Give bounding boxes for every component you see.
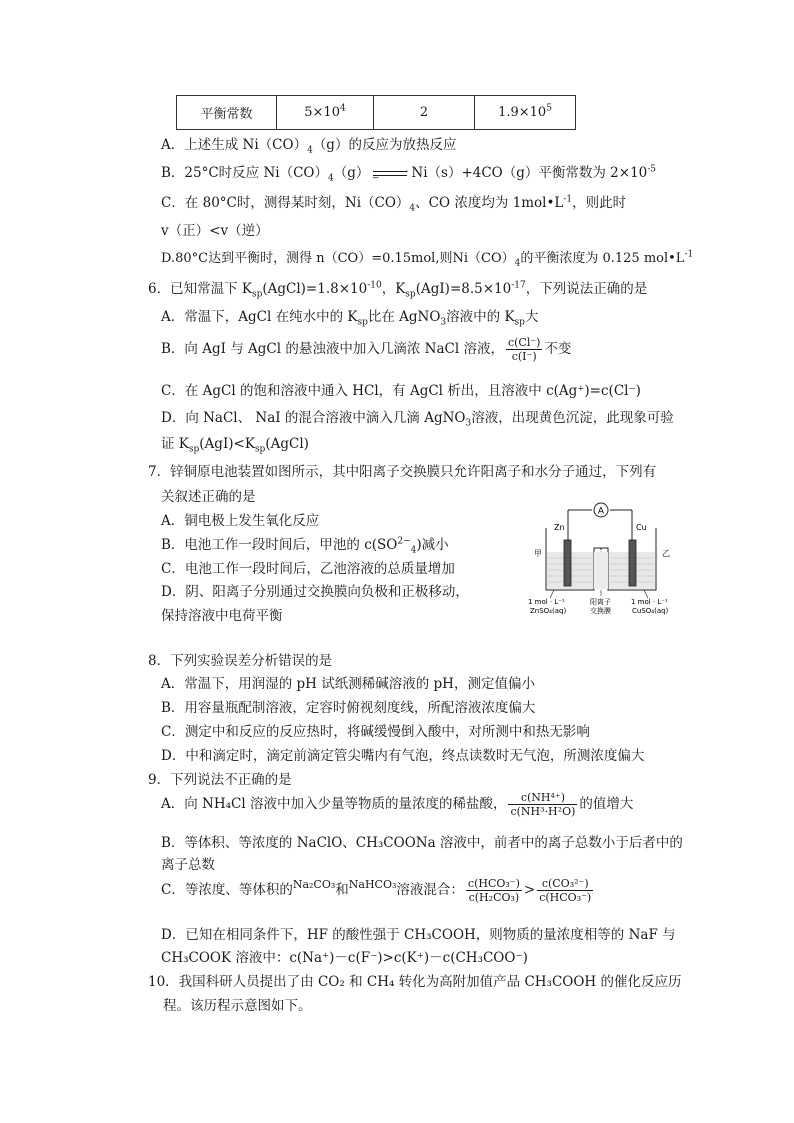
q5-option-b: B．25°C时反应 $Ni(CO)_4(g)$ ⇀ ↽ Ni（s）+4CO（g）平衡常数为 $2\times 10^{-5}$ [161, 164, 657, 184]
q9-option-d-cont: CH₃COOK 溶液中：c(Na⁺)－c(F⁻)>c(K⁺)－c(CH₃COO⁻) [161, 950, 528, 966]
q6-option-b: B．向 AgI 与 AgCl 的悬浊液中加入几滴浓 NaCl 溶液， $\frac{c(Cl^-)}{c(I^-)}$ 不变 [161, 336, 572, 363]
q8-option-a: A．常温下，用润湿的 pH 试纸测稀碱溶液的 pH，测定值偏小 [161, 676, 535, 692]
q7-stem: 7．锌铜原电池装置如图所示，其中阳离子交换膜只允许阳离子和水分子通过，下列有 [148, 464, 657, 480]
label-pointer [550, 590, 554, 598]
q8-stem: 8．下列实验误差分析错误的是 [148, 653, 333, 669]
q9-option-c: C．等浓度、等体积的$^{Na_2CO_3}$和$^{NaHCO_3}$溶液混合： $\frac{\text{c(HCO₃⁻)}}{\text{c(H₂CO₃)}}$ > $\frac{\text{c(CO₃²⁻)}}{\text{c(HCO₃⁻)}}$ [161, 877, 592, 904]
equilibrium-constant-table [176, 95, 576, 130]
membrane-solution [594, 552, 608, 589]
equilibrium-arrow-icon: ⇀ ↽ [372, 166, 409, 182]
q7-option-b: B．电池工作一段时间后，甲池的 $c(SO^{2-}_4)$减小 [161, 536, 449, 556]
q10-stem-cont: 程。该历程示意图如下。 [163, 998, 312, 1014]
q8-option-c: C．测定中和反应的反应热时，将碱缓慢倒入酸中，对所测中和热无影响 [161, 724, 590, 740]
q5-option-c-cont: v（正）<v（逆） [161, 223, 269, 239]
cu-label: Cu [636, 523, 647, 532]
table-value-cell: $1.9\times 10^5$ [475, 96, 576, 130]
q7-option-d-cont: 保持溶液中电荷平衡 [161, 608, 283, 624]
q6-option-c: C．在 AgCl 的饱和溶液中通入 HCl，有 AgCl 析出，且溶液中 c(Ag⁺)=c(Cl⁻) [161, 383, 641, 399]
galvanic-cell-diagram [524, 500, 674, 618]
q6-option-a: A．常温下，AgCl 在纯水中的 $K_{sp}$比在 AgNO$_3$溶液中的 $K_{sp}$大 [161, 309, 539, 328]
fraction: $\frac{\text{c(NH⁴⁺)}}{\text{c(NH³·H²O)}}$ [510, 791, 576, 818]
table-label-cell: 平衡常数 [177, 96, 277, 130]
q9-option-b-cont: 离子总数 [161, 857, 215, 873]
left-solution-label: ZnSO₄(aq) [530, 607, 567, 615]
right-solution-label: CuSO₄(aq) [632, 607, 669, 615]
left-concentration-label: 1 mol · L⁻¹ [528, 598, 565, 606]
membrane-label-1: 阳离子 [590, 598, 611, 606]
q7-option-c: C．电池工作一段时间后，乙池溶液的总质量增加 [161, 561, 455, 577]
q6-option-d: D．向 NaCl、 NaI 的混合溶液中滴入几滴 AgNO$_3$溶液，出现黄色沉淀，此现象可验 [161, 410, 674, 429]
yi-label: 乙 [662, 549, 670, 558]
membrane-label-2: 交换膜 [590, 607, 611, 615]
q9-option-d: D．已知在相同条件下，HF 的酸性强于 CH₃COOH，则物质的量浓度相等的 NaF 与 [161, 927, 676, 943]
q5-option-a: A．上述生成 $Ni(CO)_4(g)$的反应为放热反应 [161, 137, 457, 156]
q7-option-a: A．铜电极上发生氧化反应 [161, 513, 320, 529]
table-value-cell: 2 [374, 96, 475, 130]
q9-option-a: A．向 NH₄Cl 溶液中加入少量等物质的量浓度的稀盐酸， $\frac{\text{c(NH⁴⁺)}}{\text{c(NH³·H²O)}}$ 的值增大 [161, 791, 634, 818]
label-pointer [644, 590, 648, 598]
copper-electrode [629, 540, 636, 586]
fraction: $\frac{\text{c(HCO₃⁻)}}{\text{c(H₂CO₃)}}$ [467, 877, 520, 904]
table-value-cell: $5\times 10^4$ [277, 96, 374, 130]
q7-option-d: D．阴、阳离子分别通过交换膜向负极和正极移动， [161, 584, 469, 600]
q6-option-d-cont: 证 $K_{sp}(AgI)<K_{sp}(AgCl)$ [161, 436, 309, 455]
q9-stem: 9．下列说法不正确的是 [148, 772, 292, 788]
ammeter-label: A [597, 506, 605, 517]
table-row [177, 96, 576, 130]
zinc-electrode [564, 540, 571, 586]
q7-stem-cont: 关叙述正确的是 [161, 489, 256, 505]
jia-label: 甲 [534, 549, 542, 558]
zn-label: Zn [554, 523, 565, 532]
q5-option-c: C．在 80°C时，测得某时刻，$Ni(CO)_4$、CO 浓度均为 $1mol•L^{-1}$，则此时 [161, 194, 627, 214]
q6-stem: 6．已知常温下 $K_{sp}(AgCl)=1.8\times 10^{-10}$，$K_{sp}(AgI)=8.5\times 10^{-17}$，下列说法正确的是 [148, 280, 648, 300]
q5-option-d: D.80°C达到平衡时，测得 n（CO）=0.15mol,则$Ni(CO)_4$的平衡浓度为 0.125 $mol•L^{-1}$ [161, 249, 694, 269]
fraction: $\frac{c(Cl^-)}{c(I^-)}$ [507, 336, 541, 363]
q9-option-b: B．等体积、等浓度的 NaClO、CH₃COONa 溶液中，前者中的离子总数小于后者中的 [161, 835, 683, 851]
fraction: $\frac{\text{c(CO₃²⁻)}}{\text{c(HCO₃⁻)}}$ [539, 877, 592, 904]
q10-stem: 10．我国科研人员提出了由 CO₂ 和 CH₄ 转化为高附加值产品 CH₃COOH 的催化反应历 [148, 974, 682, 990]
q8-option-d: D．中和滴定时，滴定前滴定管尖嘴内有气泡，终点读数时无气泡，所测浓度偏大 [161, 748, 645, 764]
q8-option-b: B．用容量瓶配制溶液，定容时俯视刻度线，所配溶液浓度偏大 [161, 700, 536, 716]
right-concentration-label: 1 mol · L⁻¹ [631, 598, 668, 606]
